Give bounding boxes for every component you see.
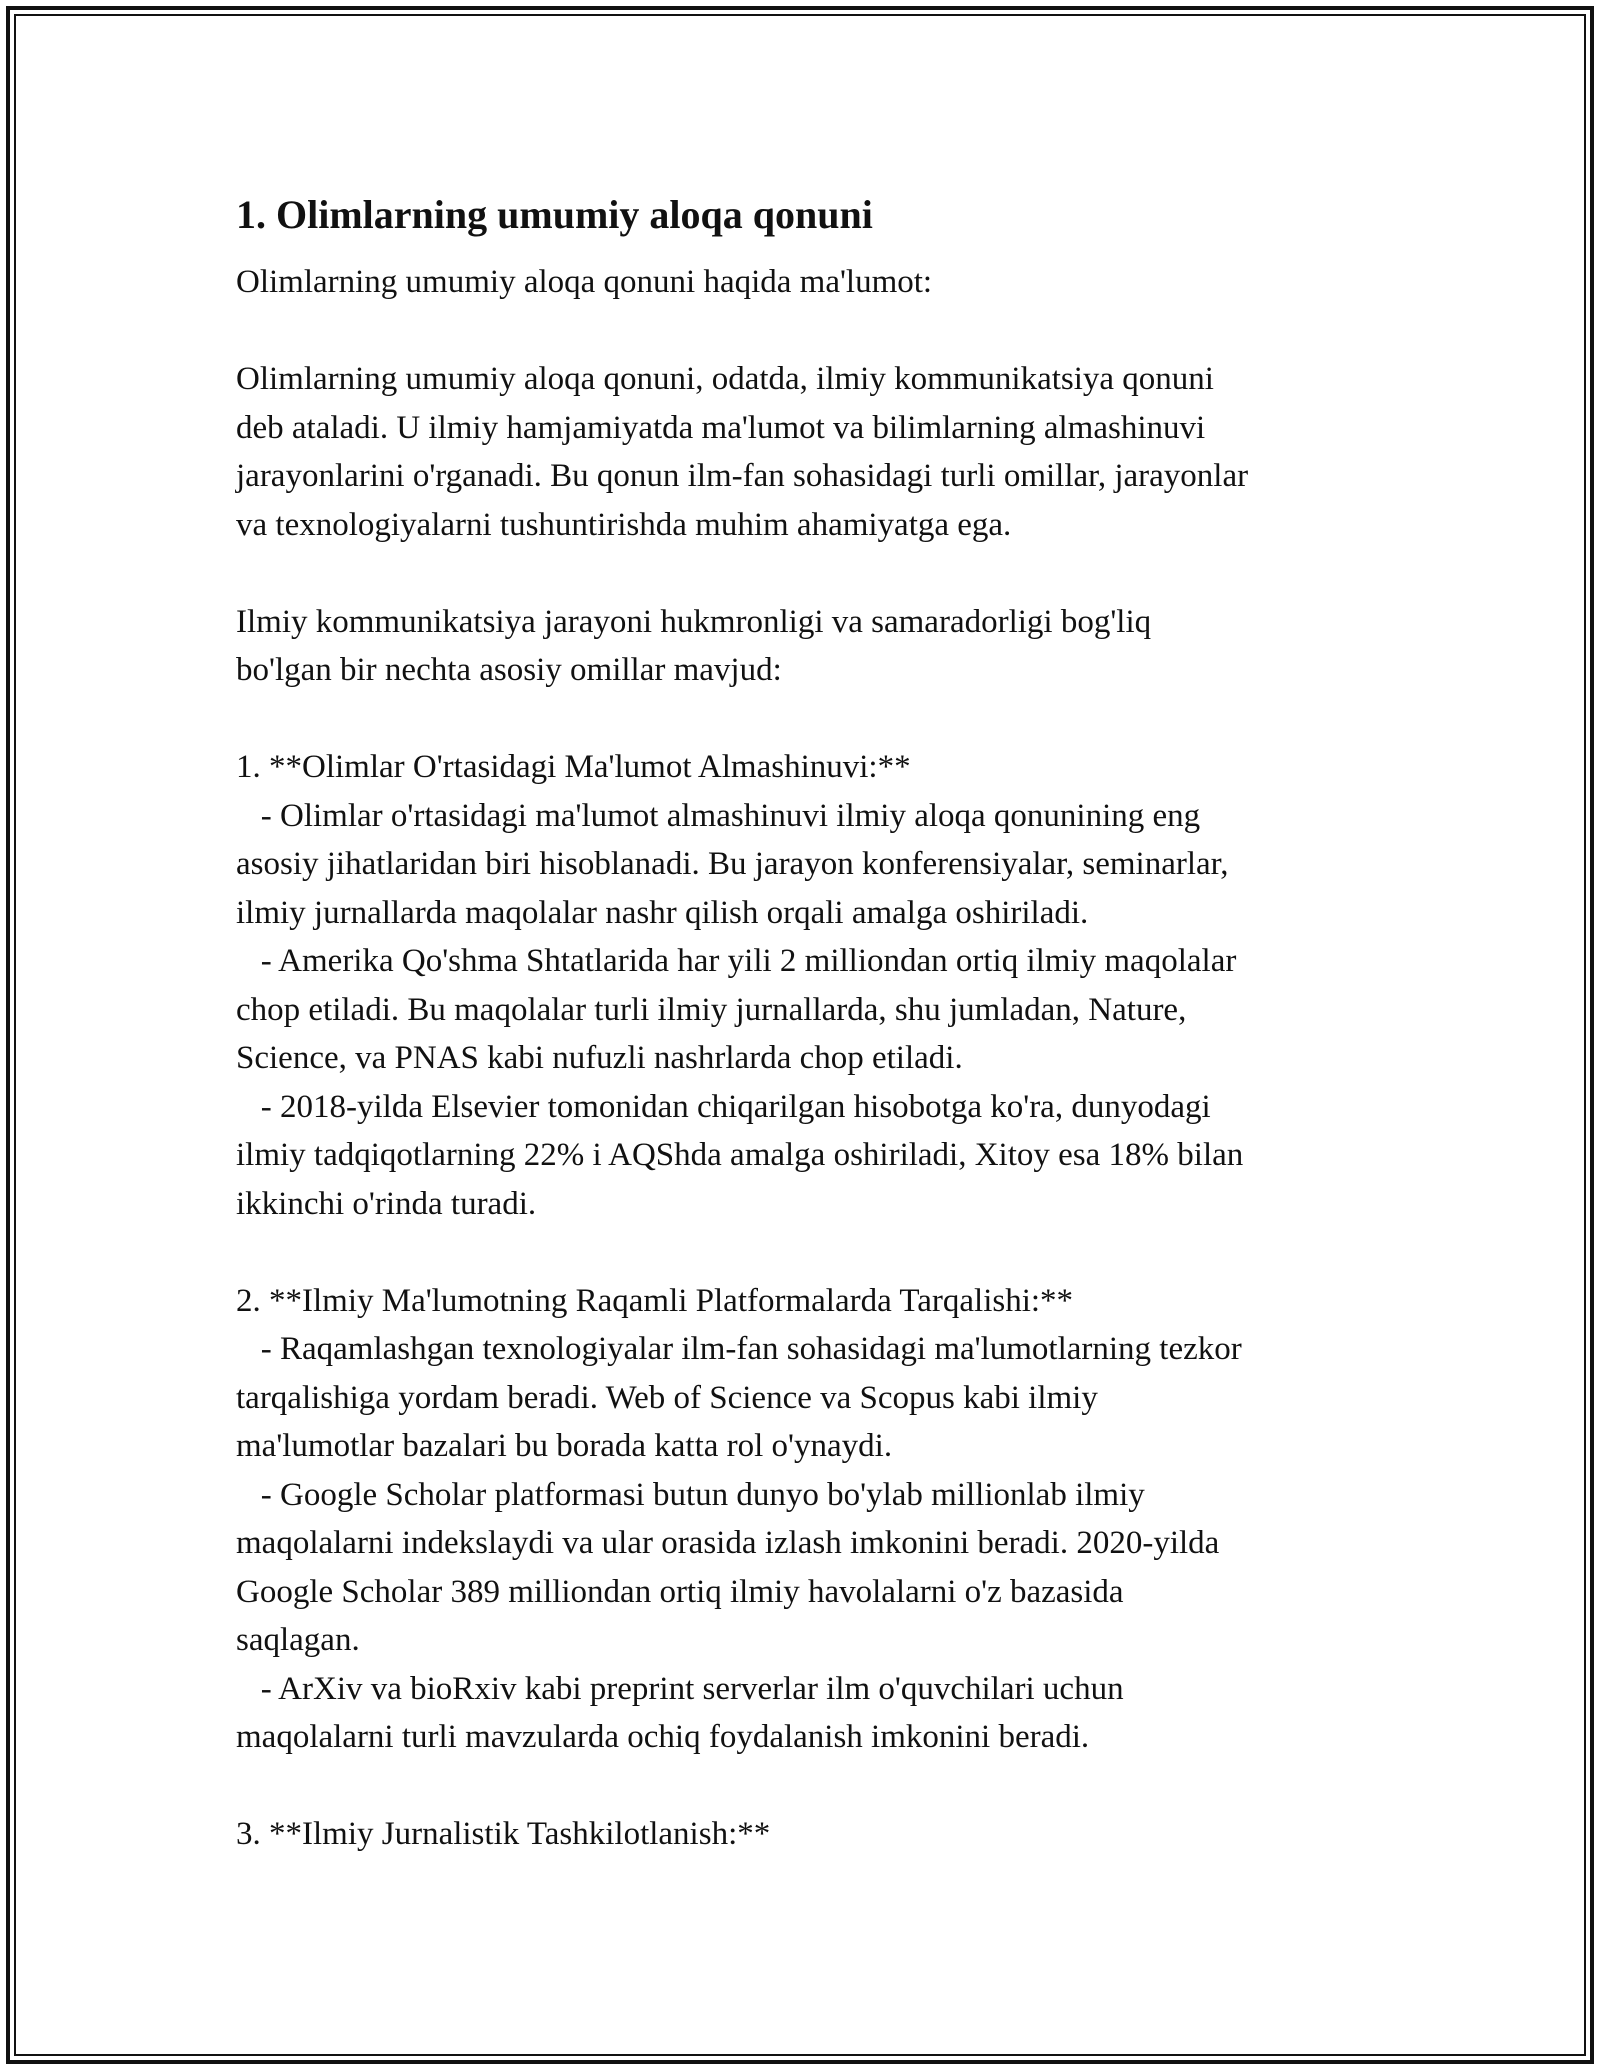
paragraph: Olimlarning umumiy aloqa qonuni, odatda, ilmiy kommunikatsiya qonuni deb ataladi. U ilmiy hamjamiyatda ma'lumot va bilimlarning almashinuvi jarayonlarini o'rganadi. Bu qonun ilm-fan sohasidagi turli omillar, jarayonlar va texnologiyalarni tushuntirishda muhim ahamiyatga ega. [236,361,1249,543]
paragraph-spacer [236,1762,1386,1811]
document-blocks [236,258,1386,1859]
paragraph: 1. **Olimlar O'rtasidagi Ma'lumot Almashinuvi:** - Olimlar o'rtasidagi ma'lumot almashinuvi ilmiy aloqa qonunining eng asosiy jihatlaridan biri hisoblanadi. Bu jarayon konferensiyalar, seminarlar, ilmiy jurnallarda maqolalar nashr qilish orqali amalga oshiriladi. - Amerika Qo'shma Shtatlarida har yili 2 milliondan ortiq ilmiy maqolalar chop etiladi. Bu maqolalar turli ilmiy jurnallarda, shu jumladan, Nature, Science, va PNAS kabi nufuzli nashrlarda chop etiladi. - 2018-yilda Elsevier tomonidan chiqarilgan hisobotga ko'ra, dunyodagi ilmiy tadqiqotlarning 22% i AQShda amalga oshiriladi, Xitoy esa 18% bilan ikkinchi o'rinda turadi. [236,749,1244,1222]
paragraph: 2. **Ilmiy Ma'lumotning Raqamli Platformalarda Tarqalishi:** - Raqamlashgan texnologiyalar ilm-fan sohasidagi ma'lumotlarning tezkor tarqalishiga yordam beradi. Web of Science va Scopus kabi ilmiy ma'lumotlar bazalari bu borada katta rol o'ynaydi. - Google Scholar platformasi butun dunyo bo'ylab millionlab ilmiy maqolalarni indekslaydi va ular orasida izlash imkonini beradi. 2020-yilda Google Scholar 389 milliondan ortiq ilmiy havolalarni o'z bazasida saqlagan. - ArXiv va bioRxiv kabi preprint serverlar ilm o'quvchilari uchun maqolalarni turli mavzularda ochiq foydalanish imkonini beradi. [236,1282,1242,1755]
paragraph-spacer [236,695,1386,744]
paragraph: Ilmiy kommunikatsiya jarayoni hukmronligi va samaradorligi bog'liq bo'lgan bir nechta asosiy omillar mavjud: [236,603,1152,688]
section-heading: 1. Olimlarning umumiy aloqa qonuni [236,192,873,237]
paragraph: 3. **Ilmiy Jurnalistik Tashkilotlanish:** [236,1816,771,1852]
paragraph-spacer [236,307,1386,356]
document-body [236,188,1386,1859]
paragraph-spacer [236,549,1386,598]
paragraph: Olimlarning umumiy aloqa qonuni haqida ma'lumot: [236,264,933,300]
paragraph-spacer [236,1228,1386,1277]
